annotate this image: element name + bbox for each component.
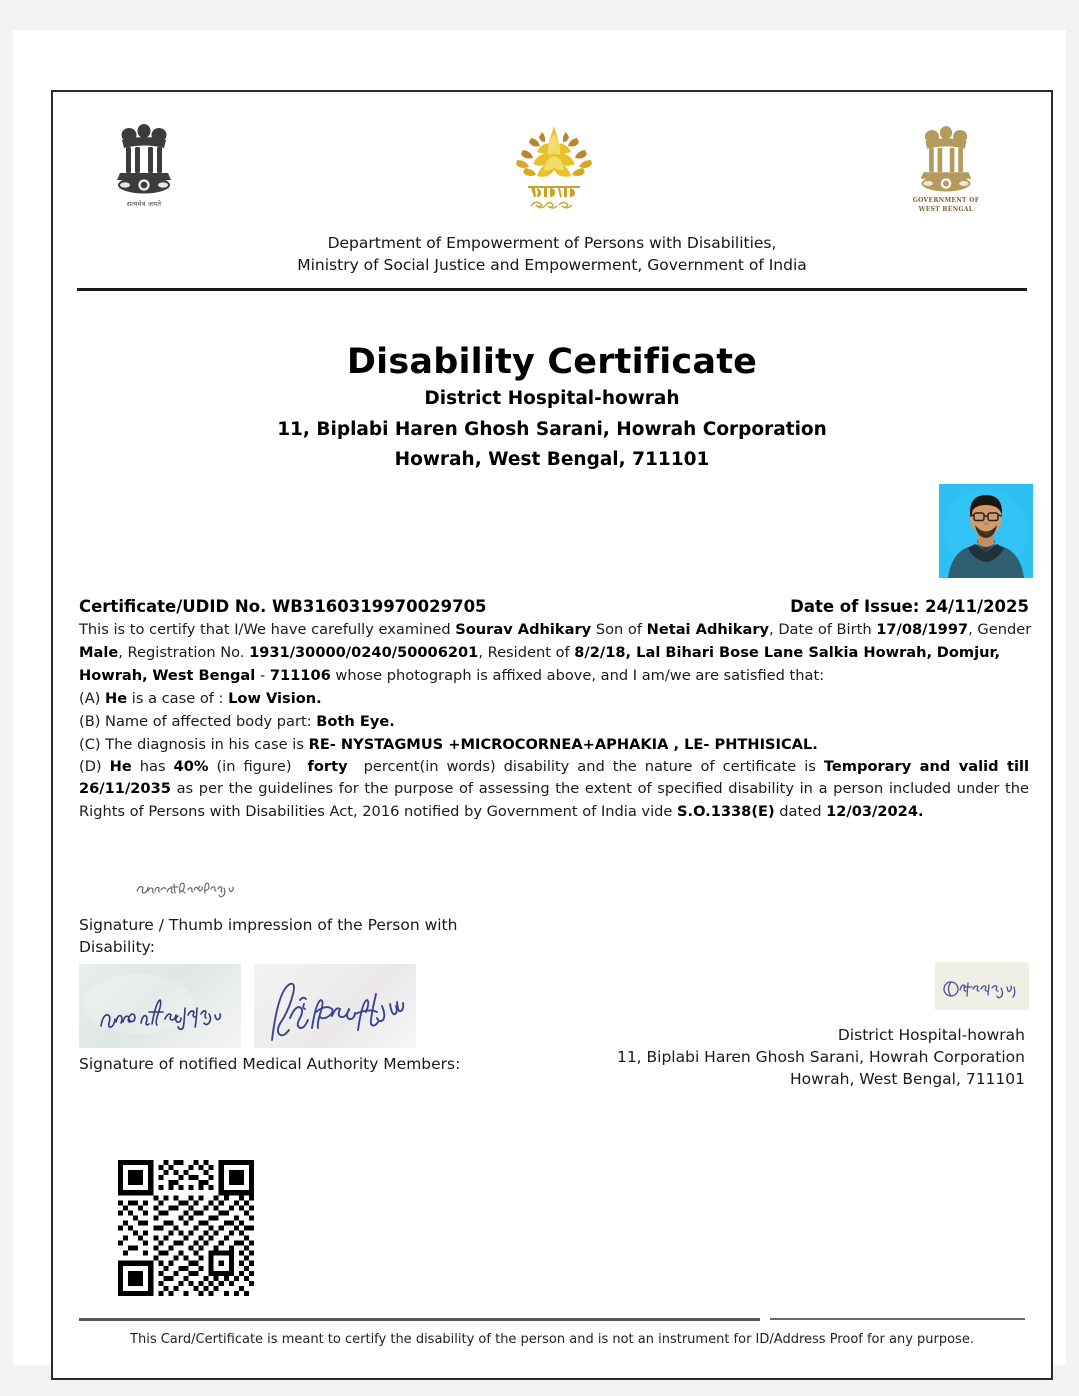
page-title: Disability Certificate — [346, 342, 758, 382]
certify-line-1 — [79, 618, 1032, 641]
clause-d-guidelines: as per the guidelines for the purpose of assessing the extent of specified disability in a person included under the Rights of Persons with Disabilities Act, 2016 notified by Government of India vide — [79, 780, 1030, 820]
holder-signature-label — [79, 914, 509, 958]
holder-address-part-1: 8/2/18, Lal Bihari Bose Lane Salkia Howrah, — [574, 644, 933, 662]
clause-c-text: The diagnosis in his case is — [105, 736, 304, 754]
hospital-address-line-1: 11, Biplabi Haren Ghosh Sarani, Howrah Corporation — [277, 418, 827, 440]
ashoka-emblem-india-caption: सत्यमेव जयते — [126, 200, 162, 208]
issuing-department — [53, 232, 1051, 277]
qr-code — [113, 1155, 259, 1301]
clause-b-value: Both Eye. — [316, 713, 395, 731]
clause-d-in-figure: (in figure) — [216, 758, 292, 776]
swavlamban-logo-icon — [483, 120, 625, 220]
holder-signature-image — [133, 877, 243, 899]
footer-divider-right — [770, 1318, 1025, 1320]
holder-address-part-3: Howrah, — [79, 667, 148, 685]
gender-label: , Gender — [968, 621, 1032, 638]
ashoka-emblem-west-bengal-icon — [893, 124, 999, 214]
clause-list — [79, 687, 1029, 756]
department-line-2: Ministry of Social Justice and Empowerment, Government of India — [297, 256, 807, 275]
clause-c-prefix: (C) — [79, 736, 101, 754]
clause-d-prefix: (D) — [79, 758, 102, 776]
clause-a-pronoun: He — [105, 690, 128, 708]
medical-authority-signature-images — [79, 964, 416, 1048]
holder-address-part-4: West Bengal — [152, 667, 256, 685]
authority-address-line-2: 11, Biplabi Haren Ghosh Sarani, Howrah Corporation — [616, 1048, 1025, 1066]
resident-label: , Resident of — [478, 644, 570, 662]
holder-signature-label-line-1: Signature / Thumb impression of the Person with — [79, 916, 458, 934]
title-block — [53, 344, 1051, 474]
hospital-address-line-2: Howrah, West Bengal, 711101 — [394, 449, 710, 471]
clause-a — [79, 687, 1029, 710]
medical-authority-signature-2 — [254, 964, 416, 1048]
clause-a-prefix: (A) — [79, 690, 101, 708]
holder-signature-label-line-2: Disability: — [79, 938, 155, 956]
udid-number: Certificate/UDID No. WB3160319970029705 — [79, 597, 487, 616]
certify-statement — [79, 618, 1032, 687]
west-bengal-emblem-caption-line1: GOVERNMENT OF — [912, 197, 980, 204]
hospital-name: District Hospital-howrah — [424, 387, 680, 409]
holder-name: Sourav Adhikary — [455, 621, 592, 638]
clause-b-text: Name of affected body part: — [105, 713, 312, 731]
clause-a-value: Low Vision. — [228, 690, 322, 708]
clause-d-has: has — [139, 758, 166, 776]
registration-label: , Registration No. — [118, 644, 245, 662]
clause-d-dated-label: dated — [779, 802, 822, 820]
west-bengal-emblem-caption-line2: WEST BENGAL — [918, 206, 974, 214]
holder-photograph — [939, 484, 1033, 578]
disability-percentage-words: forty — [307, 758, 348, 776]
clause-a-text: is a case of : — [131, 690, 224, 708]
footer-disclaimer: This Card/Certificate is meant to certify the disability of the person and is not an instrument for ID/Address Proof for any purpose. — [130, 1332, 974, 1347]
clause-d — [79, 756, 1029, 823]
date-of-birth: 17/08/1997 — [876, 621, 969, 638]
clause-d-pronoun: He — [109, 758, 132, 776]
pin-separator: - — [259, 667, 266, 685]
clause-c-value: RE- NYSTAGMUS +MICROCORNEA+APHAKIA , LE- PHTHISICAL. — [308, 736, 818, 754]
authority-address-line-1: District Hospital-howrah — [837, 1026, 1025, 1044]
authority-signature-stamp — [935, 962, 1029, 1010]
certify-intro: This is to certify that I/We have carefully examined — [79, 621, 451, 638]
certificate-border-frame — [51, 90, 1053, 1380]
holder-address-part-2: Domjur, — [936, 644, 1001, 662]
certificate-body — [79, 597, 1032, 823]
registration-number: 1931/30000/0240/50006201 — [249, 644, 479, 662]
certify-line-3 — [79, 664, 1029, 687]
clause-b — [79, 710, 1029, 733]
clause-b-prefix: (B) — [79, 713, 101, 731]
medical-authority-caption: Signature of notified Medical Authority Members: — [79, 1055, 461, 1073]
department-line-1: Department of Empowerment of Persons with Disabilities, — [327, 234, 777, 252]
medical-authority-signature-1 — [79, 964, 241, 1048]
header-divider — [77, 288, 1027, 291]
certificate-page — [13, 30, 1066, 1365]
footer-divider-left — [79, 1318, 760, 1321]
holder-pincode: 711106 — [269, 667, 331, 685]
clause-c — [79, 733, 1029, 756]
certify-tail: whose photograph is affixed above, and I am/we are satisfied that: — [335, 667, 825, 685]
dob-label: , Date of Birth — [769, 621, 872, 638]
so-number: S.O.1338(E) — [677, 802, 775, 820]
footer-divider — [79, 1318, 1025, 1321]
certificate-header — [53, 92, 1051, 292]
authority-address — [465, 1024, 1025, 1090]
date-of-issue: Date of Issue: 24/11/2025 — [790, 597, 1029, 616]
ashoka-emblem-india-icon — [101, 122, 187, 208]
identification-line — [79, 597, 1029, 616]
father-name: Netai Adhikary — [646, 621, 770, 638]
authority-address-line-3: Howrah, West Bengal, 711101 — [789, 1070, 1025, 1088]
certificate-nature: Temporary and valid till 26/11/2035 — [79, 758, 1030, 798]
disability-percentage-figure: 40% — [173, 758, 209, 776]
gender-value: Male — [79, 644, 119, 662]
certify-line-2 — [79, 641, 1029, 664]
son-of-label: Son of — [595, 621, 642, 638]
so-dated: 12/03/2024. — [826, 802, 924, 820]
clause-d-in-words: percent(in words) disability and the nature of certificate is — [363, 758, 816, 776]
